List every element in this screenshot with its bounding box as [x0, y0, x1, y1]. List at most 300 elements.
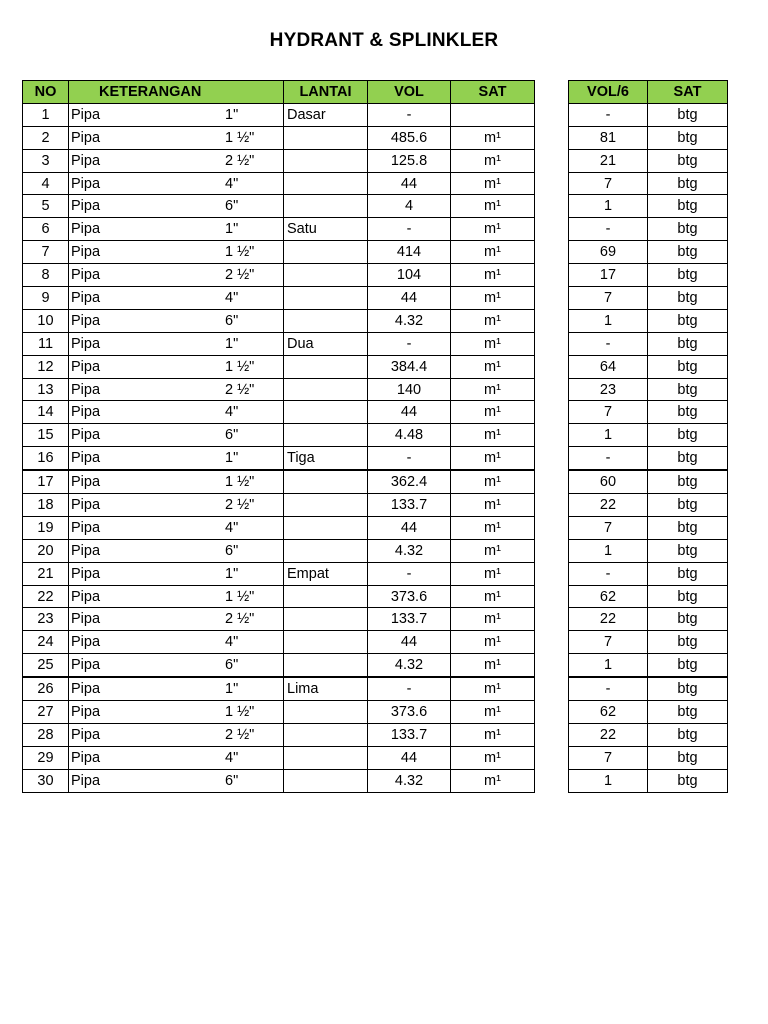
row-no: 26 [23, 677, 69, 700]
row-sat-btg: btg [648, 585, 728, 608]
row-item: Pipa [71, 244, 101, 261]
row-no: 29 [23, 746, 69, 769]
row-sat-btg: btg [648, 723, 728, 746]
row-no: 2 [23, 126, 69, 149]
row-keterangan [69, 172, 284, 195]
row-size: 2 ½" [225, 611, 255, 628]
row-sat: m¹ [451, 631, 535, 654]
row-no: 13 [23, 378, 69, 401]
table-row [569, 631, 728, 654]
row-lantai [284, 539, 368, 562]
row-size: 4" [225, 749, 239, 766]
row-sat-btg: btg [648, 746, 728, 769]
row-size: 1 ½" [225, 358, 255, 375]
row-item: Pipa [71, 565, 101, 582]
pipe-volume-table [22, 80, 535, 793]
row-vol-div-6: 69 [569, 241, 648, 264]
row-lantai [284, 585, 368, 608]
row-no: 27 [23, 701, 69, 724]
row-sat-btg: btg [648, 470, 728, 493]
row-vol-div-6: 7 [569, 172, 648, 195]
row-vol: 4 [368, 195, 451, 218]
row-lantai [284, 424, 368, 447]
row-vol-div-6: 1 [569, 424, 648, 447]
row-no: 8 [23, 264, 69, 287]
row-sat: m¹ [451, 447, 535, 470]
row-keterangan [69, 723, 284, 746]
header-lantai: LANTAI [284, 81, 368, 104]
row-vol: 373.6 [368, 585, 451, 608]
row-vol: - [368, 218, 451, 241]
table-row [569, 723, 728, 746]
row-keterangan [69, 332, 284, 355]
row-no: 11 [23, 332, 69, 355]
row-no: 30 [23, 769, 69, 792]
row-keterangan [69, 608, 284, 631]
row-item: Pipa [71, 358, 101, 375]
row-vol: 44 [368, 516, 451, 539]
table-row [23, 287, 535, 310]
row-vol-div-6: - [569, 218, 648, 241]
row-item: Pipa [71, 749, 101, 766]
row-keterangan [69, 195, 284, 218]
table-row [23, 631, 535, 654]
row-lantai [284, 287, 368, 310]
table-row [569, 172, 728, 195]
table-row [569, 470, 728, 493]
row-sat: m¹ [451, 654, 535, 677]
row-vol-div-6: 62 [569, 701, 648, 724]
row-item: Pipa [71, 381, 101, 398]
row-sat: m¹ [451, 195, 535, 218]
row-size: 2 ½" [225, 381, 255, 398]
row-lantai [284, 355, 368, 378]
table-row [569, 769, 728, 792]
row-sat [451, 103, 535, 126]
row-sat-btg: btg [648, 424, 728, 447]
row-item: Pipa [71, 289, 101, 306]
row-lantai [284, 723, 368, 746]
row-size: 2 ½" [225, 267, 255, 284]
row-vol: 4.32 [368, 309, 451, 332]
table-row [569, 494, 728, 517]
row-vol-div-6: 7 [569, 287, 648, 310]
row-size: 1 ½" [225, 129, 255, 146]
row-lantai [284, 701, 368, 724]
row-sat-btg: btg [648, 218, 728, 241]
row-size: 2 ½" [225, 152, 255, 169]
row-sat: m¹ [451, 470, 535, 493]
row-size: 6" [225, 312, 239, 329]
row-lantai [284, 241, 368, 264]
row-sat: m¹ [451, 149, 535, 172]
row-keterangan [69, 287, 284, 310]
row-lantai [284, 516, 368, 539]
row-item: Pipa [71, 152, 101, 169]
row-lantai [284, 126, 368, 149]
row-keterangan [69, 470, 284, 493]
row-no: 22 [23, 585, 69, 608]
header-vol: VOL [368, 81, 451, 104]
row-lantai [284, 470, 368, 493]
main-header-row [23, 81, 535, 104]
row-item: Pipa [71, 703, 101, 720]
row-vol-div-6: 64 [569, 355, 648, 378]
row-size: 6" [225, 657, 239, 674]
row-vol: - [368, 677, 451, 700]
row-item: Pipa [71, 267, 101, 284]
row-sat: m¹ [451, 172, 535, 195]
row-lantai: Satu [284, 218, 368, 241]
row-vol-div-6: - [569, 562, 648, 585]
row-keterangan [69, 631, 284, 654]
row-no: 19 [23, 516, 69, 539]
row-size: 6" [225, 198, 239, 215]
row-size: 6" [225, 542, 239, 559]
row-no: 25 [23, 654, 69, 677]
row-sat: m¹ [451, 769, 535, 792]
table-row [23, 126, 535, 149]
table-row [569, 401, 728, 424]
table-row [23, 562, 535, 585]
table-row [569, 149, 728, 172]
row-vol: 44 [368, 746, 451, 769]
row-sat-btg: btg [648, 149, 728, 172]
row-keterangan [69, 447, 284, 470]
row-keterangan [69, 746, 284, 769]
row-vol-div-6: 1 [569, 195, 648, 218]
table-row [23, 264, 535, 287]
row-lantai [284, 769, 368, 792]
table-row [569, 218, 728, 241]
row-sat: m¹ [451, 539, 535, 562]
row-keterangan [69, 677, 284, 700]
row-sat: m¹ [451, 218, 535, 241]
row-item: Pipa [71, 221, 101, 238]
row-sat-btg: btg [648, 631, 728, 654]
row-sat: m¹ [451, 608, 535, 631]
row-lantai [284, 309, 368, 332]
table-row [569, 608, 728, 631]
row-vol-div-6: 62 [569, 585, 648, 608]
row-size: 2 ½" [225, 496, 255, 513]
row-vol-div-6: - [569, 447, 648, 470]
row-lantai [284, 149, 368, 172]
table-row [569, 562, 728, 585]
row-no: 7 [23, 241, 69, 264]
table-row [23, 424, 535, 447]
row-vol-div-6: - [569, 677, 648, 700]
row-item: Pipa [71, 681, 101, 698]
row-size: 1 ½" [225, 244, 255, 261]
table-row [23, 103, 535, 126]
row-vol: 44 [368, 631, 451, 654]
row-vol: 125.8 [368, 149, 451, 172]
row-vol: 373.6 [368, 701, 451, 724]
row-vol: 104 [368, 264, 451, 287]
row-no: 21 [23, 562, 69, 585]
row-item: Pipa [71, 312, 101, 329]
row-lantai: Dasar [284, 103, 368, 126]
table-row [569, 447, 728, 470]
row-sat: m¹ [451, 723, 535, 746]
table-row [569, 701, 728, 724]
table-row [23, 149, 535, 172]
row-size: 4" [225, 634, 239, 651]
row-item: Pipa [71, 588, 101, 605]
row-item: Pipa [71, 404, 101, 421]
row-item: Pipa [71, 474, 101, 491]
row-sat: m¹ [451, 424, 535, 447]
table-row [23, 769, 535, 792]
row-sat-btg: btg [648, 539, 728, 562]
row-lantai [284, 378, 368, 401]
row-vol: - [368, 103, 451, 126]
row-vol: 133.7 [368, 723, 451, 746]
row-size: 1 ½" [225, 588, 255, 605]
row-item: Pipa [71, 611, 101, 628]
row-keterangan [69, 585, 284, 608]
row-vol-div-6: - [569, 332, 648, 355]
row-keterangan [69, 103, 284, 126]
table-row [569, 378, 728, 401]
row-size: 1" [225, 335, 239, 352]
row-size: 1" [225, 681, 239, 698]
row-vol: 362.4 [368, 470, 451, 493]
row-sat-btg: btg [648, 103, 728, 126]
table-row [23, 654, 535, 677]
row-lantai [284, 195, 368, 218]
row-vol-div-6: 7 [569, 401, 648, 424]
row-item: Pipa [71, 542, 101, 559]
table-row [569, 332, 728, 355]
row-sat: m¹ [451, 401, 535, 424]
row-lantai [284, 264, 368, 287]
table-row [569, 241, 728, 264]
row-no: 24 [23, 631, 69, 654]
table-row [569, 424, 728, 447]
row-keterangan [69, 401, 284, 424]
table-row [569, 539, 728, 562]
row-vol-div-6: 1 [569, 769, 648, 792]
row-vol-div-6: 60 [569, 470, 648, 493]
row-item: Pipa [71, 198, 101, 215]
row-size: 4" [225, 289, 239, 306]
table-row [23, 516, 535, 539]
row-sat-btg: btg [648, 332, 728, 355]
row-no: 15 [23, 424, 69, 447]
side-header-row [569, 81, 728, 104]
table-row [569, 677, 728, 700]
row-no: 18 [23, 494, 69, 517]
row-vol: 414 [368, 241, 451, 264]
row-item: Pipa [71, 772, 101, 789]
row-sat: m¹ [451, 677, 535, 700]
row-sat-btg: btg [648, 241, 728, 264]
row-size: 1 ½" [225, 474, 255, 491]
row-vol: - [368, 332, 451, 355]
table-row [23, 172, 535, 195]
row-vol: 133.7 [368, 608, 451, 631]
row-size: 6" [225, 427, 239, 444]
row-lantai [284, 172, 368, 195]
row-item: Pipa [71, 726, 101, 743]
row-keterangan [69, 539, 284, 562]
row-keterangan [69, 309, 284, 332]
row-sat-btg: btg [648, 654, 728, 677]
table-row [23, 723, 535, 746]
table-row [23, 355, 535, 378]
row-size: 1" [225, 221, 239, 238]
row-vol-div-6: 1 [569, 309, 648, 332]
row-sat: m¹ [451, 746, 535, 769]
row-vol: 133.7 [368, 494, 451, 517]
row-no: 23 [23, 608, 69, 631]
table-row [569, 654, 728, 677]
row-sat: m¹ [451, 516, 535, 539]
header-sat: SAT [451, 81, 535, 104]
row-sat: m¹ [451, 332, 535, 355]
row-no: 16 [23, 447, 69, 470]
row-keterangan [69, 562, 284, 585]
row-item: Pipa [71, 427, 101, 444]
row-no: 9 [23, 287, 69, 310]
row-sat-btg: btg [648, 401, 728, 424]
row-size: 6" [225, 772, 239, 789]
row-lantai [284, 494, 368, 517]
row-vol-div-6: 22 [569, 723, 648, 746]
row-size: 4" [225, 519, 239, 536]
table-row [569, 516, 728, 539]
row-vol: 4.32 [368, 539, 451, 562]
row-no: 28 [23, 723, 69, 746]
row-keterangan [69, 654, 284, 677]
table-row [23, 608, 535, 631]
row-sat: m¹ [451, 241, 535, 264]
row-item: Pipa [71, 335, 101, 352]
table-row [569, 195, 728, 218]
table-row [23, 470, 535, 493]
row-sat: m¹ [451, 126, 535, 149]
row-vol-div-6: 7 [569, 631, 648, 654]
row-sat: m¹ [451, 355, 535, 378]
table-row [23, 677, 535, 700]
row-no: 20 [23, 539, 69, 562]
header-vol-div-6: VOL/6 [569, 81, 648, 104]
row-sat: m¹ [451, 585, 535, 608]
row-no: 4 [23, 172, 69, 195]
row-sat-btg: btg [648, 562, 728, 585]
row-sat-btg: btg [648, 769, 728, 792]
table-row [569, 746, 728, 769]
row-size: 4" [225, 175, 239, 192]
row-vol-div-6: 23 [569, 378, 648, 401]
row-vol: 44 [368, 287, 451, 310]
table-row [23, 539, 535, 562]
table-row [569, 264, 728, 287]
row-sat-btg: btg [648, 608, 728, 631]
row-sat: m¹ [451, 378, 535, 401]
row-lantai: Lima [284, 677, 368, 700]
row-lantai [284, 746, 368, 769]
row-no: 12 [23, 355, 69, 378]
table-row [23, 447, 535, 470]
row-size: 4" [225, 404, 239, 421]
row-vol: 4.32 [368, 769, 451, 792]
row-keterangan [69, 355, 284, 378]
row-keterangan [69, 424, 284, 447]
row-keterangan [69, 769, 284, 792]
row-lantai [284, 401, 368, 424]
pipe-count-table [568, 80, 728, 793]
row-vol-div-6: 7 [569, 516, 648, 539]
row-size: 1" [225, 565, 239, 582]
row-sat-btg: btg [648, 494, 728, 517]
table-row [23, 701, 535, 724]
row-keterangan [69, 701, 284, 724]
row-no: 14 [23, 401, 69, 424]
header-sat-btg: SAT [648, 81, 728, 104]
row-item: Pipa [71, 657, 101, 674]
table-row [23, 746, 535, 769]
row-keterangan [69, 126, 284, 149]
row-size: 1 ½" [225, 703, 255, 720]
row-sat-btg: btg [648, 447, 728, 470]
row-sat: m¹ [451, 701, 535, 724]
row-sat-btg: btg [648, 195, 728, 218]
row-keterangan [69, 218, 284, 241]
row-keterangan [69, 241, 284, 264]
row-no: 10 [23, 309, 69, 332]
row-item: Pipa [71, 496, 101, 513]
row-sat-btg: btg [648, 677, 728, 700]
table-row [23, 241, 535, 264]
table-row [569, 103, 728, 126]
row-vol-div-6: - [569, 103, 648, 126]
row-item: Pipa [71, 106, 101, 123]
row-sat-btg: btg [648, 172, 728, 195]
row-size: 2 ½" [225, 726, 255, 743]
table-row [569, 585, 728, 608]
table-row [23, 585, 535, 608]
row-sat: m¹ [451, 562, 535, 585]
row-keterangan [69, 264, 284, 287]
row-vol: 485.6 [368, 126, 451, 149]
row-sat: m¹ [451, 264, 535, 287]
table-row [23, 378, 535, 401]
row-size: 1" [225, 450, 239, 467]
row-item: Pipa [71, 519, 101, 536]
header-no: NO [23, 81, 69, 104]
table-row [569, 126, 728, 149]
row-vol-div-6: 22 [569, 494, 648, 517]
row-lantai: Dua [284, 332, 368, 355]
row-no: 3 [23, 149, 69, 172]
row-vol: 44 [368, 172, 451, 195]
row-vol-div-6: 22 [569, 608, 648, 631]
table-row [23, 309, 535, 332]
row-no: 5 [23, 195, 69, 218]
row-lantai: Empat [284, 562, 368, 585]
row-item: Pipa [71, 634, 101, 651]
row-size: 1" [225, 106, 239, 123]
row-no: 6 [23, 218, 69, 241]
table-row [23, 218, 535, 241]
row-vol: 140 [368, 378, 451, 401]
row-sat: m¹ [451, 494, 535, 517]
row-vol: 4.32 [368, 654, 451, 677]
row-sat-btg: btg [648, 287, 728, 310]
